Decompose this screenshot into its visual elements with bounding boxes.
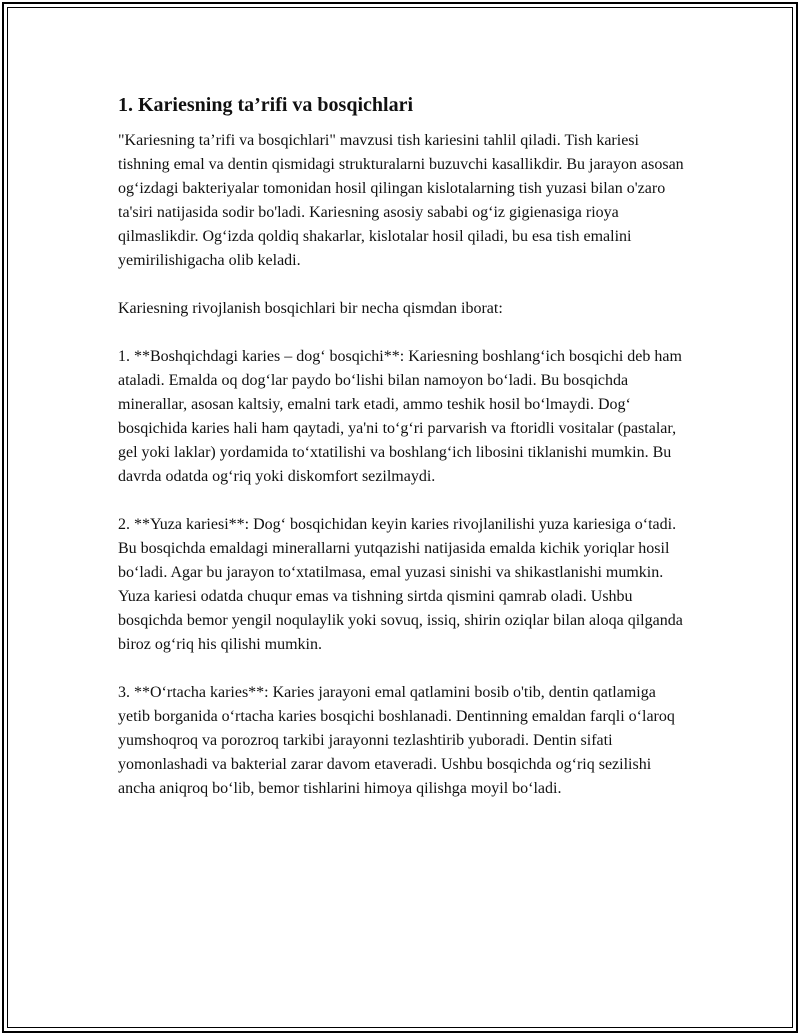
paragraph-intro: "Kariesning ta’rifi va bosqichlari" mavzusi tish kariesini tahlil qiladi. Tish kariesi tishning emal va dentin qismidagi strukturalarni buzuvchi kasallikdir. Bu jarayon asosan og‘izdagi bakteriyalar tomonidan hosil qilingan kislotalarning tish yuzasi bilan o'zaro ta'siri natijasida sodir bo'ladi. Kariesning asosiy sababi og‘iz gigienasiga rioya qilmaslikdir. Og‘izda qoldiq shakarlar, kislotalar hosil qiladi, bu esa tish emalini yemirilishigacha olib keladi. bbox=[118, 132, 684, 269]
paragraph-stages-intro: Kariesning rivojlanish bosqichlari bir necha qismdan iborat: bbox=[118, 300, 503, 317]
paragraph-stage-1: 1. **Boshqichdagi karies – dog‘ bosqichi**: Kariesning boshlang‘ich bosqichi deb ham ataladi. Emalda oq dog‘lar paydo bo‘lishi bilan namoyon bo‘ladi. Bu bosqichda minerallar, asosan kaltsiy, emalni tark etadi, ammo teshik hosil bo‘lmaydi. Dog‘ bosqichida karies hali ham qaytadi, ya'ni to‘g‘ri parvarish va ftoridli vositalar (pastalar, gel yoki laklar) yordamida to‘xtatilishi va boshlang‘ich libosini tiklanishi mumkin. Bu davrda odatda og‘riq yoki diskomfort sezilmaydi. bbox=[118, 348, 682, 485]
paragraph-stage-2: 2. **Yuza kariesi**: Dog‘ bosqichidan keyin karies rivojlanilishi yuza kariesiga o‘tadi. Bu bosqichda emaldagi minerallarni yutqazishi natijasida emalda kichik yoriqlar hosil bo‘ladi. Agar bu jarayon to‘xtatilmasa, emal yuzasi sinishi va shikastlanishi mumkin. Yuza kariesi odatda chuqur emas va tishning sirtda qismini qamrab oladi. Ushbu bosqichda bemor yengil noqulaylik yoki sovuq, issiq, shirin oziqlar bilan aloqa qilganda biroz og‘riq his qilishi mumkin. bbox=[118, 516, 683, 653]
document-body bbox=[118, 90, 688, 825]
paragraph-stage-3: 3. **O‘rtacha karies**: Karies jarayoni emal qatlamini bosib o'tib, dentin qatlamiga yetib borganida o‘rtacha karies bosqichi boshlanadi. Dentinning emaldan farqli o‘laroq yumshoqroq va porozroq tarkibi jarayonni tezlashtirib yuboradi. Dentin sifati yomonlashadi va bakterial zarar davom etaveradi. Ushbu bosqichda og‘riq sezilishi ancha aniqroq bo‘lib, bemor tishlarini himoya qilishga moyil bo‘ladi. bbox=[118, 684, 675, 797]
section-heading: 1. Kariesning ta’rifi va bosqichlari bbox=[118, 94, 413, 116]
